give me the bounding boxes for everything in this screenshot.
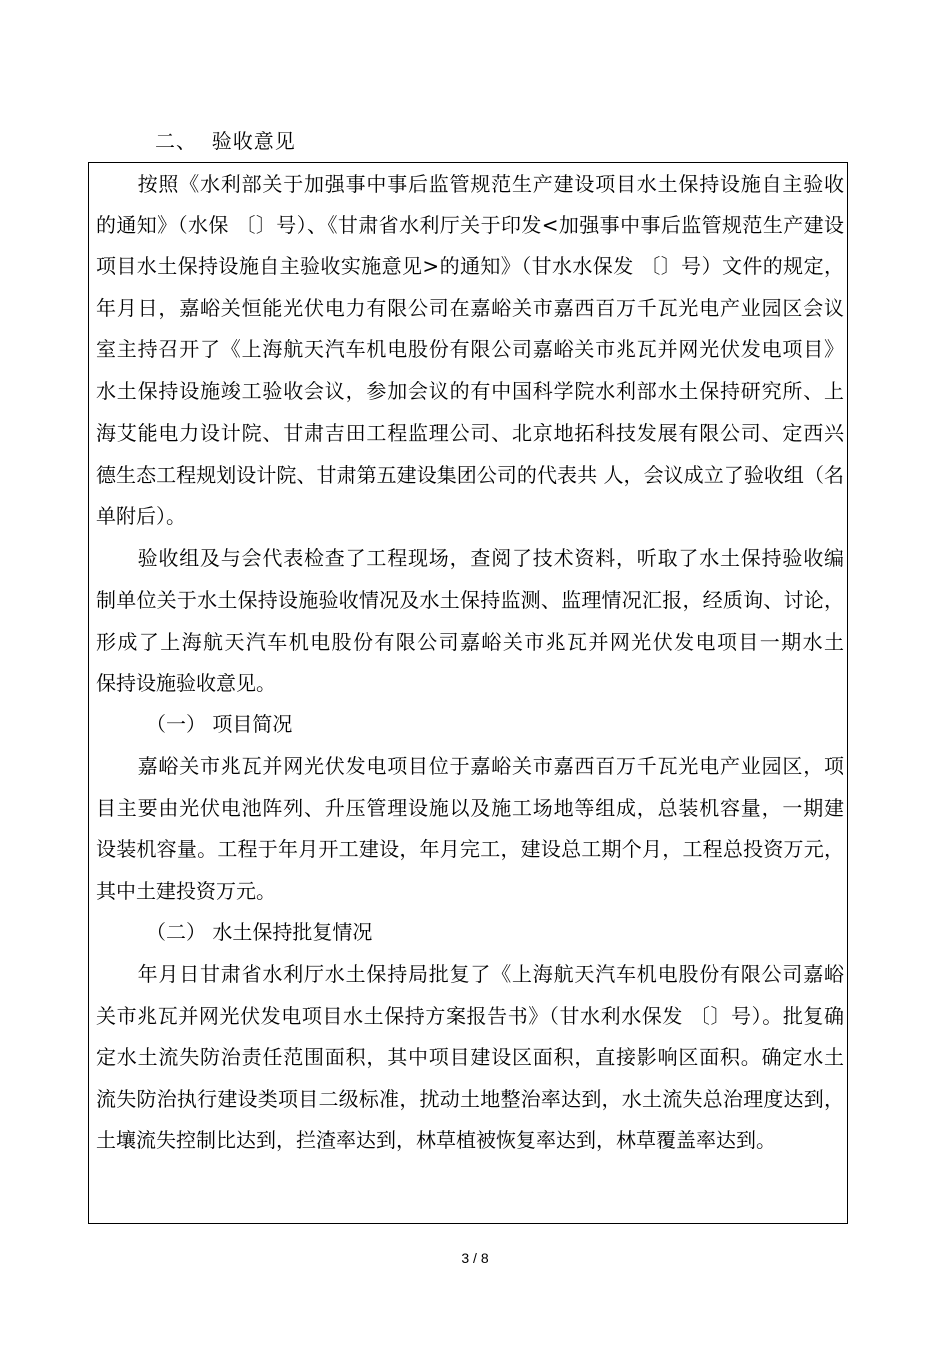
paragraph-line: 水土保持设施竣工验收会议，参加会议的有中国科学院水利部水土保持研究所、上 bbox=[96, 379, 844, 403]
paragraph-line: 其中土建投资万元。 bbox=[96, 879, 276, 903]
paragraph-line: 流失防治执行建设类项目二级标准，扰动土地整治率达到，水土流失总治理度达到， bbox=[96, 1087, 844, 1111]
paragraph-line: 验收组及与会代表检查了工程现场，查阅了技术资料，听取了水土保持验收编 bbox=[96, 546, 844, 570]
paragraph-line: 年月日甘肃省水利厅水土保持局批复了《上海航天汽车机电股份有限公司嘉峪 bbox=[96, 962, 844, 986]
paragraph-line: 单附后）。 bbox=[96, 504, 186, 528]
subsection-heading: （二） 水土保持批复情况 bbox=[96, 920, 373, 944]
paragraph-line: 年月日，嘉峪关恒能光伏电力有限公司在嘉峪关市嘉西百万千瓦光电产业园区会议 bbox=[96, 296, 844, 320]
paragraph-line: 目主要由光伏电池阵列、升压管理设施以及施工场地等组成，总装机容量，一期建 bbox=[96, 796, 844, 820]
paragraph-line: 制单位关于水土保持设施验收情况及水土保持监测、监理情况汇报，经质询、讨论， bbox=[96, 588, 844, 612]
page-number: 3 / 8 bbox=[461, 1250, 489, 1266]
paragraph-line: 定水土流失防治责任范围面积，其中项目建设区面积，直接影响区面积。确定水土 bbox=[96, 1045, 844, 1069]
section-heading: 二、 验收意见 bbox=[155, 129, 296, 153]
subsection-heading: （一） 项目简况 bbox=[96, 712, 293, 736]
paragraph-line: 设装机容量。工程于年月开工建设，年月完工，建设总工期个月，工程总投资万元， bbox=[96, 837, 844, 861]
paragraph-line: 嘉峪关市兆瓦并网光伏发电项目位于嘉峪关市嘉西百万千瓦光电产业园区，项 bbox=[96, 754, 844, 778]
paragraph-line: 德生态工程规划设计院、甘肃第五建设集团公司的代表共 人，会议成立了验收组（名 bbox=[96, 463, 844, 487]
paragraph-line: 按照《水利部关于加强事中事后监管规范生产建设项目水土保持设施自主验收 bbox=[96, 172, 844, 196]
paragraph-line: 关市兆瓦并网光伏发电项目水土保持方案报告书》（甘水利水保发 〔〕号）。批复确 bbox=[96, 1004, 844, 1028]
paragraph-line: 形成了上海航天汽车机电股份有限公司嘉峪关市兆瓦并网光伏发电项目一期水土 bbox=[96, 630, 844, 654]
paragraph-line: 海艾能电力设计院、甘肃吉田工程监理公司、北京地拓科技发展有限公司、定西兴 bbox=[96, 421, 844, 445]
paragraph-line: 保持设施验收意见。 bbox=[96, 671, 276, 695]
paragraph-line: 项目水土保持设施自主验收实施意见>的通知》（甘水水保发 〔〕号）文件的规定， bbox=[96, 254, 844, 278]
paragraph-line: 室主持召开了《上海航天汽车机电股份有限公司嘉峪关市兆瓦并网光伏发电项目》 bbox=[96, 337, 844, 361]
paragraph-line: 土壤流失控制比达到，拦渣率达到，林草植被恢复率达到，林草覆盖率达到。 bbox=[96, 1128, 776, 1152]
paragraph-line: 的通知》（水保 〔〕号）、《甘肃省水利厅关于印发<加强事中事后监管规范生产建设 bbox=[96, 213, 844, 237]
